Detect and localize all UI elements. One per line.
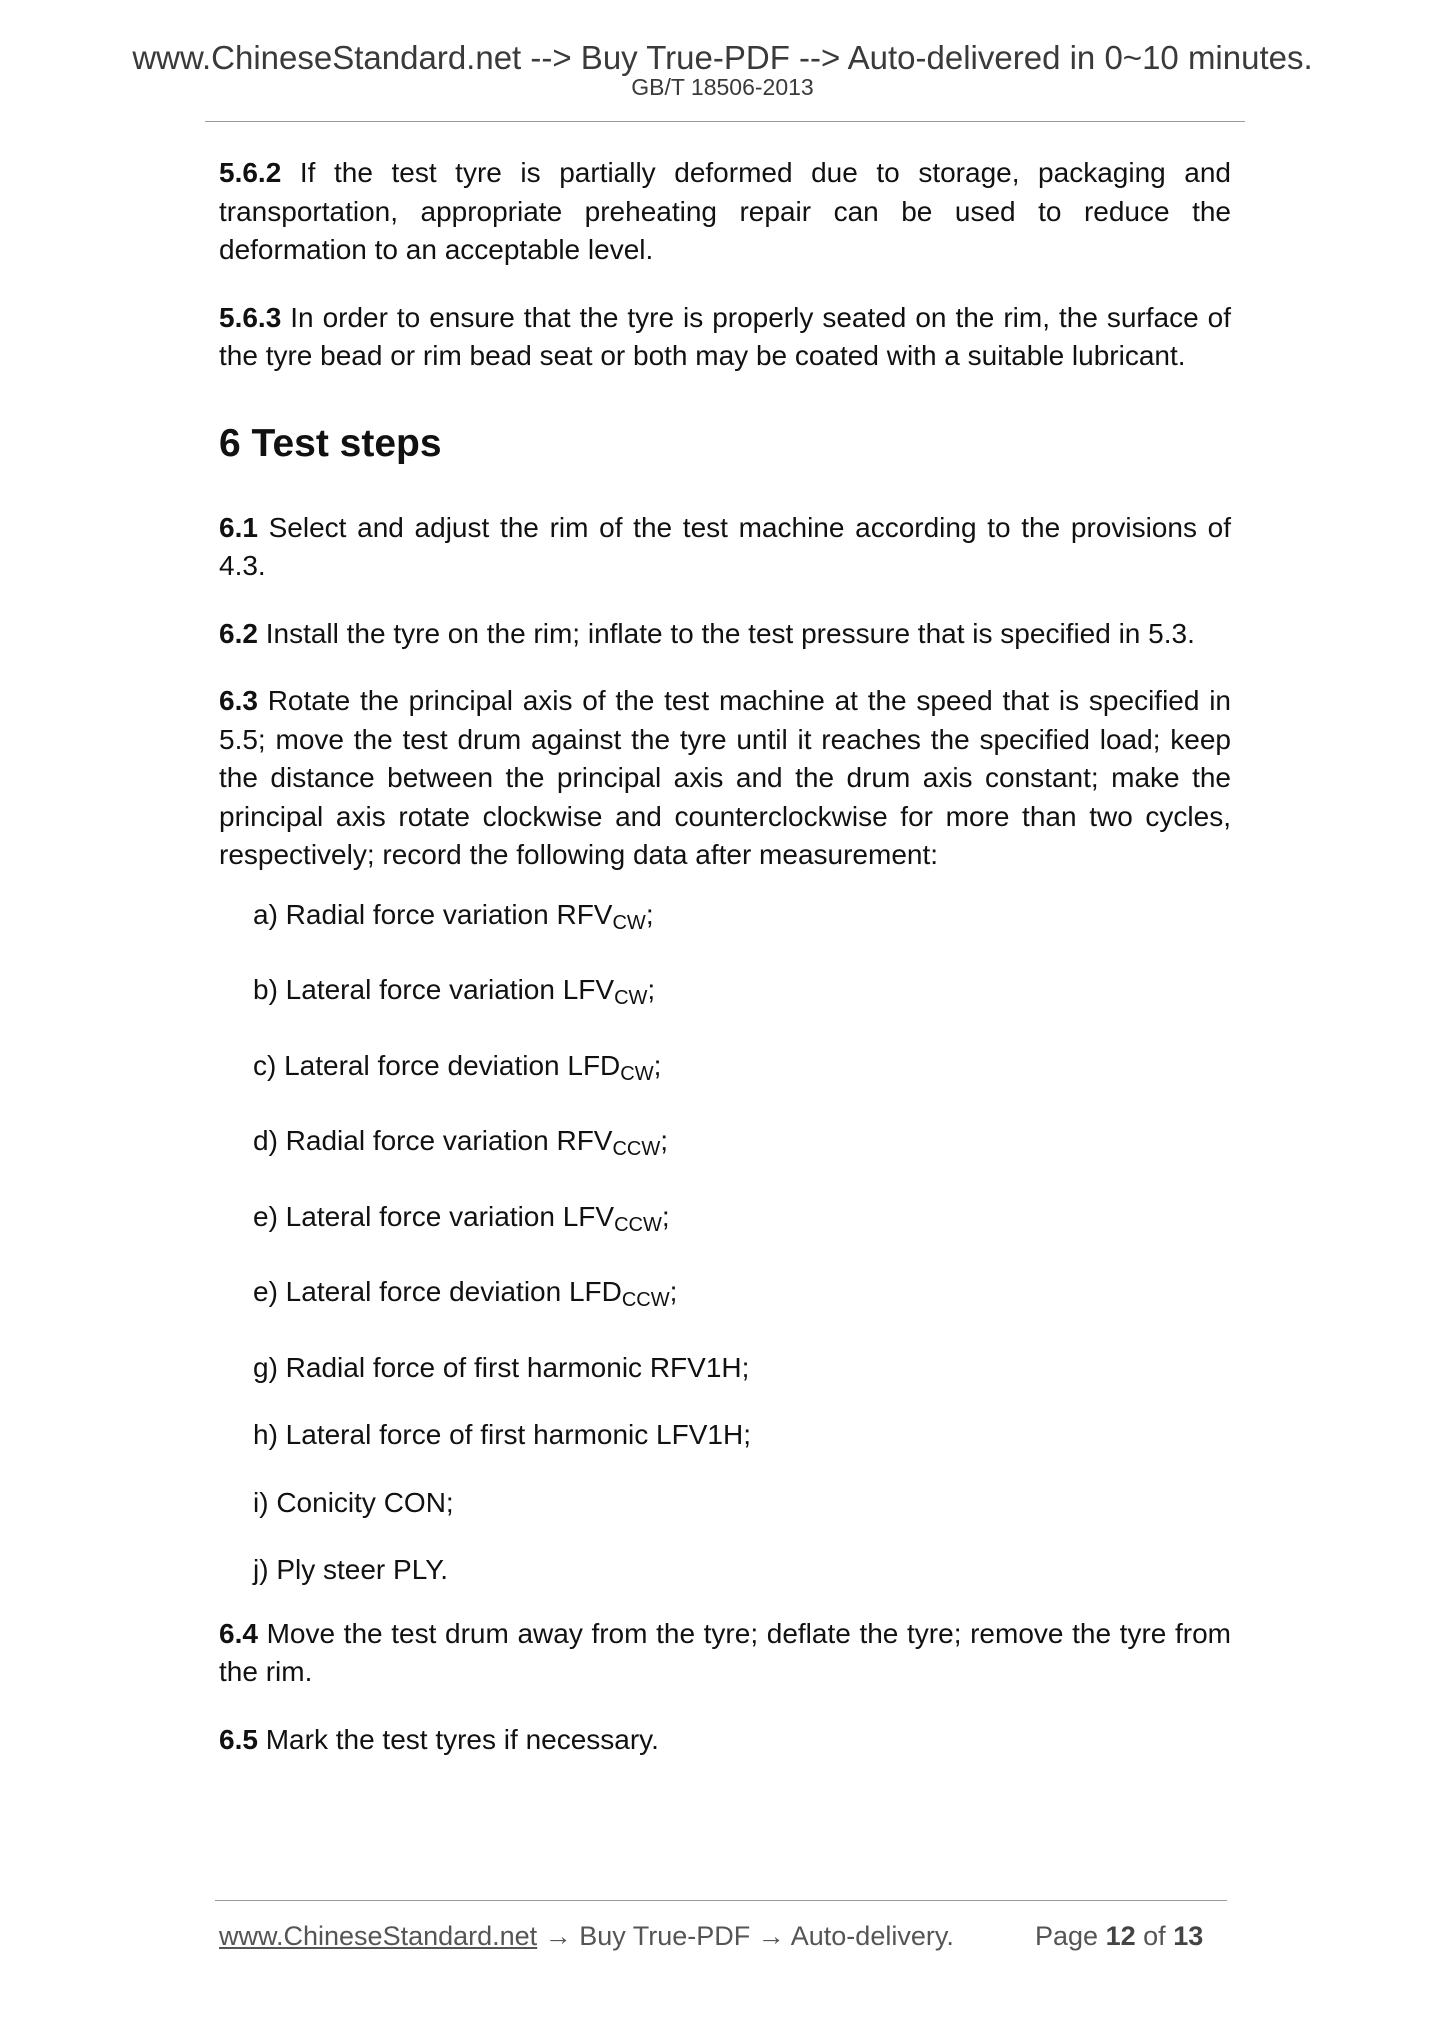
- clause-6-4: [219, 1615, 1231, 1692]
- list-item-end: ;: [669, 1276, 678, 1307]
- arrow-icon: →: [537, 1921, 580, 1951]
- of-word: of: [1143, 1921, 1166, 1951]
- clause-text: Rotate the principal axis of the test machine at the speed that is specified in 5.5; move the test drum against the tyre until it reaches the specified load; keep the distance between the principal axis and the drum axis constant; make the principal axis rotate clockwise and counterclockwise for more than two cycles, respectively; record the following data after measurement:: [219, 685, 1231, 870]
- list-item-text: d) Radial force variation RFV: [253, 1125, 613, 1156]
- page-content: [219, 154, 1231, 1788]
- list-item: [253, 971, 1231, 1018]
- footer-buy-text: Buy True-PDF: [579, 1921, 751, 1951]
- list-item: [253, 896, 1231, 943]
- list-item-subscript: CCW: [621, 1289, 670, 1311]
- list-item-end: ;: [653, 1049, 662, 1081]
- list-item-subscript: CCW: [614, 1213, 662, 1236]
- page-number: 12: [1105, 1921, 1136, 1951]
- clause-number: 6.1: [219, 511, 258, 543]
- footer-site-link[interactable]: www.ChineseStandard.net: [219, 1921, 538, 1951]
- list-item: [253, 1484, 1231, 1523]
- list-item-text: i) Conicity CON;: [253, 1486, 454, 1518]
- list-item: [253, 1349, 1231, 1388]
- list-item: [253, 1047, 1231, 1094]
- clause-text: Move the test drum away from the tyre; deflate the tyre; remove the tyre from the rim.: [219, 1617, 1231, 1687]
- page-total: 13: [1173, 1921, 1204, 1951]
- section-heading-test-steps: 6 Test steps: [219, 421, 442, 465]
- standard-number: GB/T 18506-2013: [631, 74, 814, 100]
- clause-5-6-3: [219, 299, 1231, 376]
- list-item-subscript: CW: [620, 1062, 654, 1085]
- arrow-icon: →: [750, 1921, 791, 1951]
- footer-auto-text: Auto-delivery.: [790, 1921, 954, 1951]
- list-item-end: ;: [661, 1200, 670, 1232]
- clause-number: 5.6.3: [219, 301, 282, 333]
- list-item-text: e) Lateral force variation LFV: [253, 1200, 615, 1232]
- page-word: Page: [1035, 1921, 1099, 1951]
- clause-6-1: [219, 509, 1231, 586]
- list-item-text: c) Lateral force deviation LFD: [253, 1049, 621, 1081]
- list-item-subscript: CCW: [612, 1138, 661, 1160]
- list-item-subscript: CW: [612, 911, 646, 934]
- clause-number: 6.5: [219, 1723, 258, 1755]
- clause-text: Select and adjust the rim of the test machine according to the provisions of 4.3.: [219, 511, 1231, 581]
- header-banner: www.ChineseStandard.net --> Buy True-PDF --> Auto-delivered in 0~10 minutes.: [132, 39, 1313, 76]
- measurement-list: [219, 896, 1231, 1590]
- list-item-text: b) Lateral force variation LFV: [253, 974, 615, 1005]
- list-item-end: ;: [647, 974, 656, 1005]
- list-item-text: e) Lateral force deviation LFD: [253, 1276, 622, 1307]
- list-item-end: ;: [645, 898, 654, 930]
- list-item: [253, 1273, 1231, 1320]
- list-item-subscript: CW: [614, 987, 648, 1009]
- list-item: [253, 1122, 1231, 1169]
- footer-divider: [215, 1900, 1227, 1901]
- clause-text: In order to ensure that the tyre is properly seated on the rim, the surface of the tyre bead or rim bead seat or both may be coated with a suitable lubricant.: [219, 301, 1231, 371]
- list-item: [253, 1551, 1231, 1590]
- clause-number: 6.2: [219, 617, 258, 649]
- list-item: [253, 1416, 1231, 1455]
- page-indicator: [1035, 1919, 1203, 1953]
- header-divider: [205, 121, 1245, 122]
- list-item: [253, 1198, 1231, 1245]
- clause-number: 6.3: [219, 685, 258, 716]
- list-item-text: h) Lateral force of first harmonic LFV1H;: [253, 1419, 751, 1450]
- list-item-text: a) Radial force variation RFV: [253, 898, 613, 930]
- list-item-end: ;: [660, 1125, 669, 1156]
- clause-text: Install the tyre on the rim; inflate to the test pressure that is specified in 5.3.: [257, 617, 1195, 649]
- clause-6-3: [219, 682, 1231, 875]
- clause-text: Mark the test tyres if necessary.: [257, 1723, 659, 1755]
- clause-6-5: [219, 1721, 1231, 1760]
- clause-5-6-2: [219, 154, 1231, 270]
- list-item-text: j) Ply steer PLY.: [253, 1554, 449, 1585]
- clause-number: 6.4: [219, 1617, 258, 1649]
- list-item-text: g) Radial force of first harmonic RFV1H;: [253, 1351, 750, 1383]
- clause-text: If the test tyre is partially deformed due to storage, packaging and transportation, appropriate preheating repair can be used to reduce the deformation to an acceptable level.: [219, 157, 1231, 265]
- clause-number: 5.6.2: [219, 157, 282, 188]
- footer-links: [219, 1919, 954, 1953]
- clause-6-2: [219, 615, 1231, 654]
